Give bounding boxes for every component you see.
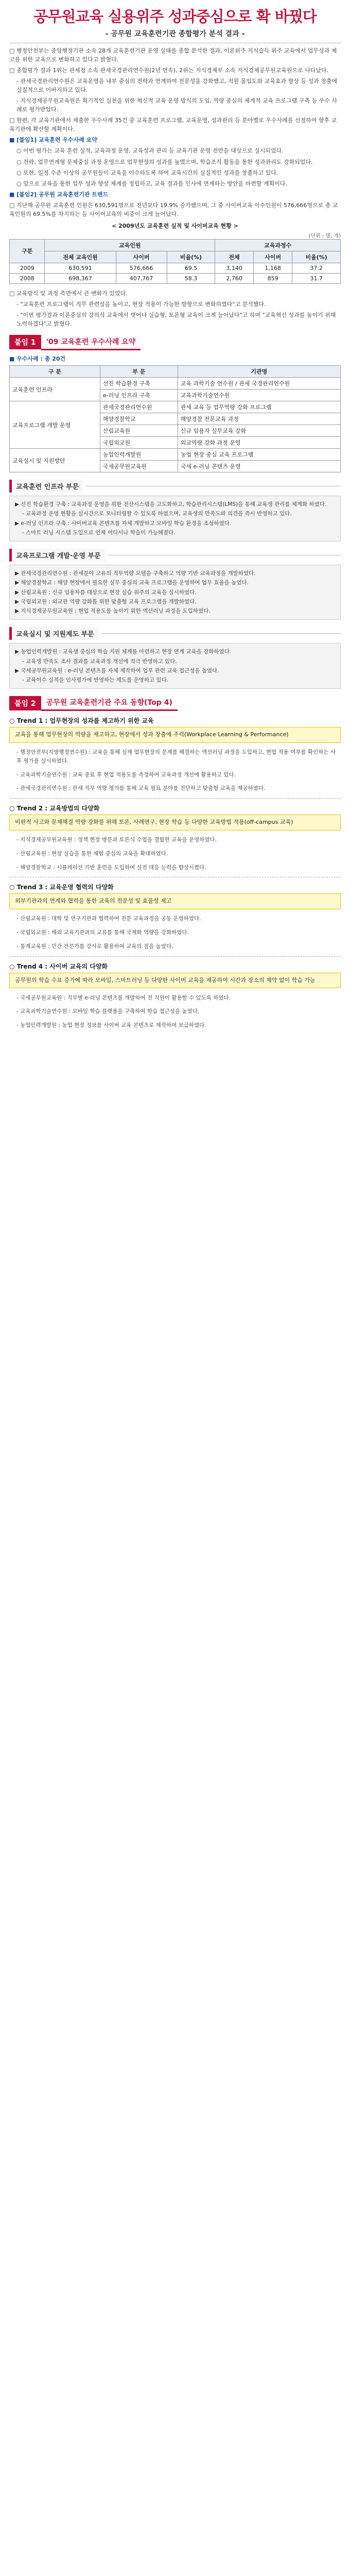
table1-caption: < 2009년도 교육훈련 실적 및 사이버교육 현황 > bbox=[112, 222, 238, 229]
intro-section bbox=[9, 46, 341, 328]
cell: 859 bbox=[253, 273, 292, 283]
stats-table bbox=[9, 239, 341, 284]
part-item: ▶ 선진 학습환경 구축 : 교육과정 운영을 위한 전산시스템을 고도화하고, 학습관리시스템(LMS)을 통해 교육생 관리를 체계화 하였다. bbox=[15, 501, 327, 508]
part-item: - 교육과정 운영 현황을 실시간으로 모니터링할 수 있도록 하였으며, 교육생의 만족도와 의견을 즉시 반영하고 있다. bbox=[22, 511, 292, 517]
attachment2 bbox=[9, 695, 341, 1029]
part-heading bbox=[9, 627, 341, 640]
attachment-title: 공무원 교육훈련기관 주요 동향(Top 4) bbox=[41, 695, 178, 711]
part-heading bbox=[9, 549, 341, 562]
attachment-title: '09 교육훈련 우수사례 요약 bbox=[41, 334, 141, 350]
col-header: 비율(%) bbox=[292, 251, 341, 263]
table-row bbox=[10, 273, 341, 283]
part-heading bbox=[9, 480, 341, 493]
cell: 국립외교원 bbox=[100, 437, 178, 449]
trend-item: - 농업인력개발원 : 농업 현장 정보를 사이버 교육 콘텐츠로 제작하여 보급하였다. bbox=[16, 1022, 206, 1029]
trend-item: - 통계교육원 : 민간 전문가를 강사로 활용하여 교육의 질을 높였다. bbox=[16, 943, 173, 950]
cases-table bbox=[9, 365, 341, 472]
trend-title: ○ Trend 4 : 사이버 교육의 다양화 bbox=[9, 962, 108, 970]
trend-block bbox=[9, 716, 341, 792]
cell: 2,760 bbox=[215, 273, 254, 283]
trend-item: - 교육과학기술연수원 : 교육 종료 후 현업 적용도를 측정하여 교육과정 개선에 활용하고 있다. bbox=[16, 771, 236, 778]
divider bbox=[9, 798, 341, 799]
page-title: 공무원교육 실용위주 성과중심으로 확 바꿨다 bbox=[33, 8, 317, 25]
cell: 해양경찰학교 bbox=[100, 413, 178, 425]
trend-item: - 국세공무원교육원 : 직무별 e-러닝 콘텐츠를 개발하여 전 직원이 활용할 수 있도록 하였다. bbox=[16, 994, 231, 1001]
col-header: 사이버 bbox=[116, 251, 167, 263]
cell: 576,666 bbox=[116, 263, 167, 273]
page-subtitle: - 공무원 교육훈련기관 종합평가 분석 결과 - bbox=[105, 30, 245, 38]
col-header: 전체 교육인원 bbox=[45, 251, 116, 263]
cell: 관세 교육 등 업무역량 강화 프로그램 bbox=[178, 401, 340, 413]
table-row bbox=[10, 401, 341, 413]
part-item: ▶ e-러닝 인프라 구축 : 사이버교육 콘텐츠를 자체 개발하고 모바일 학습 환경을 조성하였다. bbox=[15, 520, 232, 527]
trend-summary: 외부기관과의 연계와 협력을 통한 교육의 전문성 및 효율성 제고 bbox=[9, 893, 341, 909]
trend-item: - 산림교육원 : 현장 실습을 통한 체험 중심의 교육을 확대하였다. bbox=[16, 850, 168, 857]
attachment-badge: 붙임 2 bbox=[9, 696, 41, 710]
group-header: 교육과정수 bbox=[215, 239, 341, 251]
cell: 698,367 bbox=[45, 273, 116, 283]
trend-title: ○ Trend 3 : 교육운영 협력의 다양화 bbox=[9, 884, 114, 891]
cell: 농업인력개발원 bbox=[100, 449, 178, 461]
trend-item: - 지식경제공무원교육원 : 정책 현장 방문과 토론식 수업을 결합한 교육을 운영하였다. bbox=[16, 837, 217, 843]
part-heading-label: 교육프로그램 개발·운영 부문 bbox=[9, 549, 105, 562]
part-heading-label: 교육훈련 인프라 부문 bbox=[9, 480, 83, 493]
cell: 교육실시 및 지원방안 bbox=[10, 449, 100, 472]
cell: 교육과학기술연수원 bbox=[178, 389, 340, 401]
part-item: ▶ 국세공무원교육원 : e-러닝 콘텐츠를 자체 제작하여 업무 관련 교육 접근성을 높였다. bbox=[15, 667, 219, 674]
part-item: ▶ 해양경찰학교 : 해양 현장에서 필요한 실무 중심의 교육 프로그램을 운영하여 업무 효율을 높였다. bbox=[15, 580, 249, 586]
cell: 농업 현장 중심 교육 프로그램 bbox=[178, 449, 340, 461]
cell: 2008 bbox=[10, 273, 45, 283]
trend-summary: 공무원의 학습 수요 증가에 따라 모바일, 스마트러닝 등 다양한 사이버 교육을 제공하여 시간과 장소의 제약 없이 학습 가능 bbox=[9, 973, 341, 989]
intro-para: □ 종합평가 결과 1위는 관세청 소속 관세국경관리연수원(2년 연속), 2위는 지식경제부 소속 지식경제공무원교육원으로 나타났다. bbox=[9, 67, 329, 74]
cell: 37.2 bbox=[292, 263, 341, 273]
attachment2-title-bar bbox=[9, 695, 341, 711]
cell: 산림교육원 bbox=[100, 425, 178, 437]
section1-label2: ■ [붙임2] 공무원 교육훈련기관 트렌드 bbox=[9, 191, 109, 198]
note: □ 교육방식 및 과정 측면에서 큰 변화가 있었다. bbox=[9, 290, 128, 297]
intro-para: □ 행정안전부는 중앙행정기관 소속 28개 교육훈련기관 운영 실태를 종합 분석한 결과, 이론위주 지식습득 위주 교육에서 업무성과 제고를 위한 교육으로 변화하고 있다고 밝혔다. bbox=[9, 47, 337, 63]
trend-item: - 해양경찰학교 : 시뮬레이션 기반 훈련을 도입하여 실전 대응 능력을 향상시켰다. bbox=[16, 864, 206, 871]
part2-box bbox=[9, 565, 341, 620]
attachment1-title-bar bbox=[9, 334, 341, 350]
cell: 69.5 bbox=[167, 263, 215, 273]
cell: 3,140 bbox=[215, 263, 254, 273]
section1-text: ○ 앞으로 교육을 통한 업무 성과 향상 체계를 정립하고, 교육 결과를 인사에 연계하는 방안을 마련할 계획이다. bbox=[16, 180, 287, 187]
part-item: - 스마트 러닝 시스템 도입으로 언제 어디서나 학습이 가능해졌다. bbox=[22, 529, 176, 536]
cell: 관세국경관리연수원 bbox=[100, 401, 178, 413]
col-header: 비율(%) bbox=[167, 251, 215, 263]
attachment-badge: 붙임 1 bbox=[9, 335, 41, 349]
part-heading-label: 교육실시 및 지원제도 부문 bbox=[9, 627, 98, 640]
cell: 외교역량 강화 과정 운영 bbox=[178, 437, 340, 449]
section1-label: ■ [붙임1] 교육훈련 우수사례 요약 bbox=[9, 137, 97, 144]
table-row bbox=[10, 378, 341, 389]
section1-text: ○ 이번 평가는 교육 훈련 실적, 교육과정 운영, 교육성과 관리 등 교육기관 운영 전반을 대상으로 실시되었다. bbox=[16, 147, 284, 155]
cell: 교육프로그램 개발 운영 bbox=[10, 401, 100, 449]
stats-note: □ 지난해 공무원 교육훈련 인원은 630,591명으로 전년보다 19.9% 증가했으며, 그 중 사이버교육 이수인원이 576,666명으로 총 교육인원의 69.5%를 차지하는 등 사이버교육의 비중이 크게 늘어났다. bbox=[9, 201, 338, 217]
intro-para: - 관세국경관리연수원은 교육운영을 내부 중심의 전략과 연계하여 전문성을 강화했고, 직원 몰입도와 교육효과 향상 등 성과 창출에 실질적으로 이바지하고 있다. bbox=[16, 78, 338, 94]
cell: 630,591 bbox=[45, 263, 116, 273]
cell: 교육훈련 인프라 bbox=[10, 378, 100, 401]
trend-item: - 교육과학기술연수원 : 모바일 학습 플랫폼을 구축하여 학습 접근성을 높였다. bbox=[16, 1008, 200, 1015]
trend-title: ○ Trend 2 : 교육방법의 다양화 bbox=[9, 805, 100, 812]
cell: 2009 bbox=[10, 263, 45, 273]
intro-para: □ 한편, 각 교육기관에서 제출한 우수사례 35건 중 교육훈련 프로그램, 교육운영, 성과관리 등 분야별로 우수사례를 선정하여 향후 교육기관에 확산할 계획이다. bbox=[9, 117, 337, 133]
part-item: ▶ 국립외교원 : 외교관 역량 강화를 위한 맞춤형 교육 프로그램을 개발하였다. bbox=[15, 598, 197, 605]
col-header: 사이버 bbox=[253, 251, 292, 263]
header bbox=[0, 0, 350, 39]
trend-summary: 교육을 통해 업무현장의 역량을 제고하고, 현장에서 성과 창출에 주력(Workplace Learning & Performance) bbox=[9, 727, 341, 743]
trend-title: ○ Trend 1 : 업무현장의 성과를 제고하기 위한 교육 bbox=[9, 717, 154, 725]
cell: 국세공무원교육원 bbox=[100, 461, 178, 472]
section1-text: ○ 또한, 일정 수준 이상의 공무원들이 교육을 이수하도록 하여 교육시간의 실질적인 성과를 창출하고 있다. bbox=[16, 169, 278, 176]
col-header: 부 문 bbox=[100, 366, 178, 378]
trend-summary: 비판적 사고와 문제해결 역량 강화를 위해 토론, 사례연구, 현장 학습 등 다양한 교육방법 적용(off-campus 교육) bbox=[9, 815, 341, 831]
group-header: 교육인원 bbox=[45, 239, 215, 251]
attachment1 bbox=[9, 334, 341, 689]
table-row bbox=[10, 449, 341, 461]
intro-para: - 지식경제공무원교육원은 획기적인 실천을 위한 혁신적 교육 운영 방식의 도입, 역량 중심의 체계적 교육 프로그램 구축 등 우수 사례로 평가받았다. bbox=[16, 97, 337, 113]
trend-item: - 국립외교원 : 해외 교육기관과의 교류를 통해 국제화 역량을 강화하였다. bbox=[16, 929, 189, 936]
section1-text: ○ 전략, 업무연계형 문제중심 과정 운영으로 업무현장의 성과를 높였으며, 학습조직 활동을 통한 성과관리도 강화되었다. bbox=[16, 158, 313, 165]
trend-item: - 행정안전부(지방행정연수원) : 교육을 통해 실제 업무현장의 문제를 해결하는 액션러닝 과정을 도입하고, 현업 적용 여부를 확인하는 사후 평가를 실시하였다. bbox=[16, 749, 336, 764]
part3-box bbox=[9, 643, 341, 689]
cell: 1,168 bbox=[253, 263, 292, 273]
part1-box bbox=[9, 496, 341, 541]
trend-block bbox=[9, 962, 341, 1030]
cell: e-러닝 인프라 구축 bbox=[100, 389, 178, 401]
col-header: 기관명 bbox=[178, 366, 340, 378]
part-item: - 교육생 만족도 조사 결과를 교육과정 개선에 적극 반영하고 있다. bbox=[22, 658, 177, 665]
cell: 국세 e-러닝 콘텐츠 운영 bbox=[178, 461, 340, 472]
cell: 교육 과학기술 연수원 / 관세 국경관리연수원 bbox=[178, 378, 340, 389]
part-item: ▶ 관세국경관리연수원 : 관세분야 고유의 직무역량 모델을 구축하고 역량 기반 교육과정을 개발하였다. bbox=[15, 570, 256, 577]
table-row bbox=[10, 263, 341, 273]
divider bbox=[9, 956, 341, 957]
note: - "이번 평가결과 이론중심의 강의식 교육에서 벗어나 실습형, 토론형 교육이 크게 늘어났다"고 하며 "교육혁신 성과를 높이기 위해 노력하겠다"고 밝혔다. bbox=[16, 311, 336, 327]
trend-item: - 관세국경관리연수원 : 관세 직무 역량 평가를 통해 교육 필요 분야를 진단하고 맞춤형 교육을 제공하였다. bbox=[16, 785, 266, 792]
trend-item: - 산림교육원 : 대학 및 연구기관과 협력하여 전문 교육과정을 공동 운영하였다. bbox=[16, 916, 201, 922]
cell: 해양경찰 전문교육 과정 bbox=[178, 413, 340, 425]
trend-block bbox=[9, 804, 341, 872]
col-year: 구분 bbox=[10, 239, 45, 263]
divider bbox=[101, 633, 341, 634]
table1-unit: (단위 : 명, 개) bbox=[308, 233, 341, 239]
cell: 신규 임용자 실무교육 강화 bbox=[178, 425, 340, 437]
table2-caption: ■ 우수사례 : 총 20건 bbox=[9, 355, 66, 362]
cell: 407,767 bbox=[116, 273, 167, 283]
part-item: ▶ 농업인력개발원 : 교육생 중심의 학습 지원 체계를 마련하고 현장 연계 교육을 강화하였다. bbox=[15, 649, 232, 655]
cell: 58.3 bbox=[167, 273, 215, 283]
part-item: ▶ 산림교육원 : 신규 임용자를 대상으로 현장 실습 위주의 교육을 실시하였다. bbox=[15, 589, 197, 596]
cell: 선진 학습환경 구축 bbox=[100, 378, 178, 389]
part-item: - 교육이수 실적을 인사평가에 반영하는 제도를 운영하고 있다. bbox=[22, 677, 169, 684]
col-header: 구 분 bbox=[10, 366, 100, 378]
note: - "교육훈련 프로그램이 직무 관련성을 높이고, 현장 적용이 가능한 방향으로 변화하였다"고 분석했다. bbox=[16, 300, 266, 308]
col-header: 전체 bbox=[215, 251, 254, 263]
cell: 31.7 bbox=[292, 273, 341, 283]
trend-block bbox=[9, 883, 341, 951]
part-item: ▶ 지식경제공무원교육원 : 현업 적용도를 높이기 위한 액션러닝 과정을 도입하였다. bbox=[15, 608, 211, 615]
